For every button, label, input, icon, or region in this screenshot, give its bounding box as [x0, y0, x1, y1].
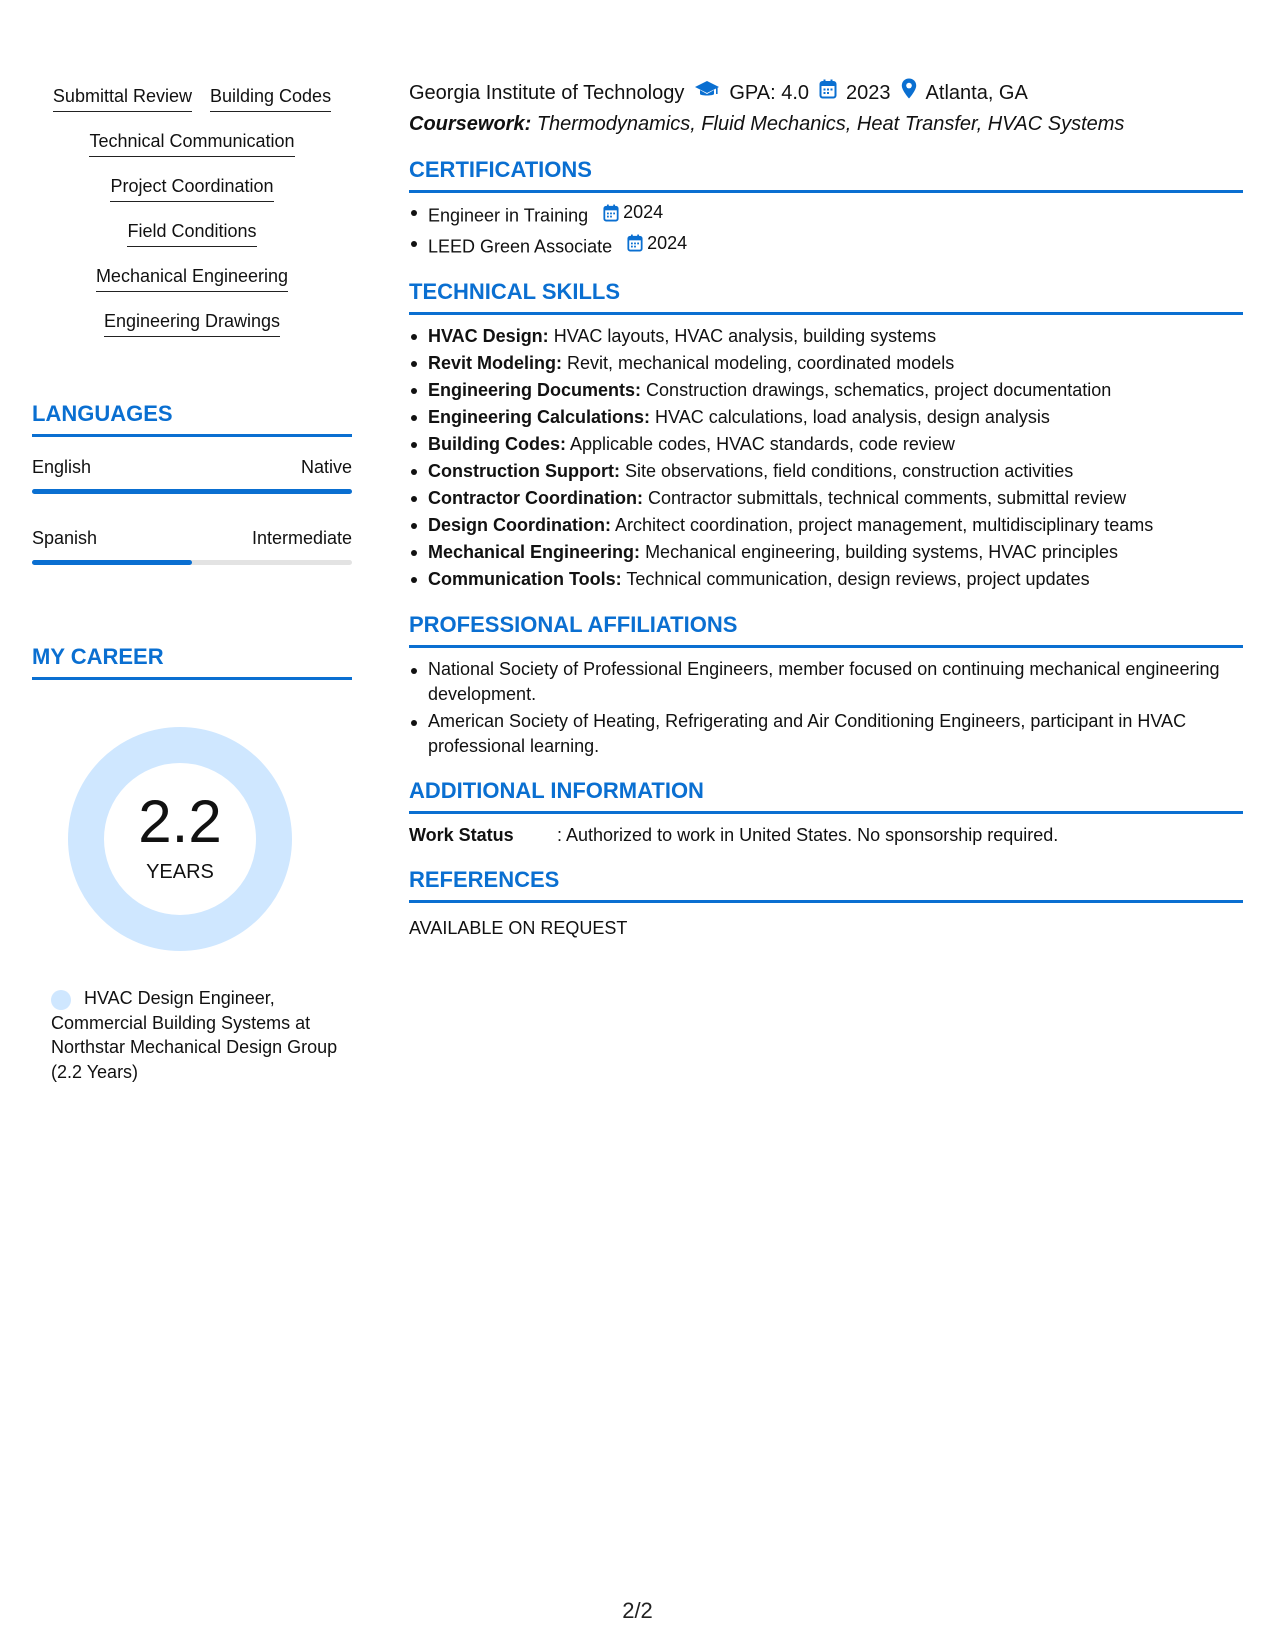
calendar-icon — [627, 234, 643, 252]
work-status-row — [409, 822, 1243, 848]
list-item — [428, 431, 1243, 458]
calendar-icon — [819, 79, 837, 107]
skill-label: Design Coordination: — [428, 515, 611, 535]
list-item — [428, 458, 1243, 485]
languages-section — [32, 400, 352, 565]
location-pin-icon — [901, 78, 917, 107]
certification-name: LEED Green Associate — [428, 236, 613, 256]
skill-text: Applicable codes, HVAC standards, code review — [570, 434, 955, 454]
language-bar-fill — [32, 489, 352, 494]
list-item — [428, 404, 1243, 431]
skill-text: Contractor submittals, technical comments, submittal review — [648, 488, 1127, 508]
education-line — [409, 78, 1243, 107]
skill-text: Site observations, field conditions, construction activities — [625, 461, 1074, 481]
skill-tag: Project Coordination — [110, 170, 273, 202]
calendar-icon — [603, 204, 619, 222]
graduation-year: 2023 — [846, 81, 891, 104]
gpa: GPA: 4.0 — [729, 81, 810, 104]
certification-year: 2024 — [623, 202, 664, 222]
coursework-label: Coursework: — [409, 113, 532, 135]
career-legend-item — [51, 986, 341, 1084]
list-item — [428, 350, 1243, 377]
graduation-cap-icon — [694, 79, 720, 107]
technical-skills-section — [409, 278, 1243, 593]
skill-label: HVAC Design: — [428, 326, 549, 346]
list-item — [428, 539, 1243, 566]
certifications-list — [409, 199, 1243, 260]
skill-tag: Technical Communication — [89, 125, 294, 157]
list-item — [428, 485, 1243, 512]
tag-row — [32, 170, 352, 215]
skill-label: Revit Modeling: — [428, 353, 562, 373]
skill-text: Architect coordination, project management, multidisciplinary teams — [615, 515, 1154, 535]
affiliations-section — [409, 611, 1243, 759]
skill-tag: Mechanical Engineering — [96, 260, 288, 292]
location: Atlanta, GA — [925, 81, 1028, 104]
work-status-label: Work Status — [409, 825, 514, 845]
language-level: Intermediate — [251, 528, 352, 548]
tag-row — [32, 260, 352, 305]
list-item — [428, 566, 1243, 593]
left-column — [32, 80, 352, 1084]
references-title: REFERENCES — [409, 866, 1243, 903]
skill-label: Building Codes: — [428, 434, 566, 454]
career-item-text: HVAC Design Engineer, Commercial Building Systems at Northstar Mechanical Design Group (2.2 Years) — [51, 988, 338, 1082]
skill-text: Mechanical engineering, building systems, HVAC principles — [645, 542, 1118, 562]
legend-dot — [51, 990, 71, 1010]
skill-text: Construction drawings, schematics, project documentation — [646, 380, 1112, 400]
list-item — [428, 512, 1243, 539]
skill-tag: Field Conditions — [127, 215, 256, 247]
certification-name: Engineer in Training — [428, 205, 589, 226]
skill-tag: Building Codes — [210, 80, 331, 112]
skill-label: Engineering Calculations: — [428, 407, 651, 427]
page-number: 2/2 — [622, 1598, 653, 1623]
right-column — [409, 78, 1243, 941]
language-bar — [32, 489, 352, 494]
list-item: American Society of Heating, Refrigerating and Air Conditioning Engineers, participant in HVAC professional learning. — [428, 709, 1243, 759]
language-level: Native — [300, 457, 352, 477]
tag-row — [32, 305, 352, 350]
skill-label: Construction Support: — [428, 461, 620, 481]
tag-row — [32, 125, 352, 170]
tag-row — [32, 215, 352, 260]
skill-tag: Submittal Review — [53, 80, 192, 112]
work-status-value: : Authorized to work in United States. No sponsorship required. — [557, 825, 1059, 845]
references-section — [409, 866, 1243, 941]
career-section — [32, 643, 352, 1084]
list-item: National Society of Professional Engineers, member focused on continuing mechanical engineering development. — [428, 657, 1243, 707]
career-donut — [67, 726, 293, 952]
career-title: MY CAREER — [32, 643, 352, 680]
language-bar — [32, 560, 352, 565]
skill-label: Engineering Documents: — [428, 380, 642, 400]
language-item — [32, 526, 352, 565]
list-item — [428, 377, 1243, 404]
language-name: Spanish — [32, 528, 98, 548]
languages-title: LANGUAGES — [32, 400, 352, 437]
list-item — [428, 230, 1243, 261]
references-text: AVAILABLE ON REQUEST — [409, 918, 628, 938]
affiliations-list — [409, 657, 1243, 759]
skill-text: Revit, mechanical modeling, coordinated models — [567, 353, 955, 373]
technical-skills-title: TECHNICAL SKILLS — [409, 278, 1243, 315]
skill-label: Mechanical Engineering: — [428, 542, 641, 562]
affiliations-title: PROFESSIONAL AFFILIATIONS — [409, 611, 1243, 648]
language-name: English — [32, 457, 92, 477]
language-bar-fill — [32, 560, 192, 565]
school-name: Georgia Institute of Technology — [409, 81, 685, 104]
skill-tag: Engineering Drawings — [104, 305, 280, 337]
career-total: 2.2 — [138, 788, 222, 855]
certifications-title: CERTIFICATIONS — [409, 156, 1243, 193]
technical-skills-list — [409, 323, 1243, 593]
coursework-text: Thermodynamics, Fluid Mechanics, Heat Transfer, HVAC Systems — [536, 113, 1125, 135]
tag-row — [32, 80, 352, 125]
list-item — [428, 199, 1243, 230]
language-item — [32, 455, 352, 494]
certifications-section — [409, 156, 1243, 260]
career-unit: YEARS — [146, 861, 214, 883]
skill-text: HVAC layouts, HVAC analysis, building systems — [553, 326, 937, 346]
skills-tags — [32, 80, 352, 350]
skill-label: Communication Tools: — [428, 569, 622, 589]
additional-info-title: ADDITIONAL INFORMATION — [409, 777, 1243, 814]
skill-label: Contractor Coordination: — [428, 488, 643, 508]
list-item — [428, 323, 1243, 350]
skill-text: Technical communication, design reviews, project updates — [626, 569, 1090, 589]
additional-info-section — [409, 777, 1243, 848]
skill-text: HVAC calculations, load analysis, design analysis — [655, 407, 1050, 427]
certification-year: 2024 — [647, 232, 688, 253]
coursework — [409, 110, 1243, 138]
